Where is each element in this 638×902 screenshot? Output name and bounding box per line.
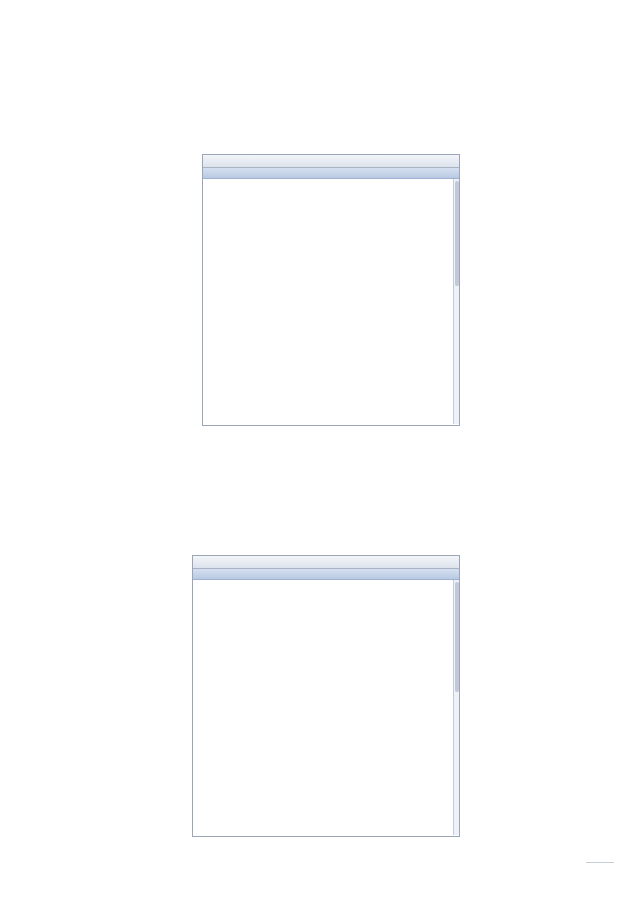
table2-scroll-thumb[interactable]	[455, 582, 459, 692]
table1-scroll-thumb[interactable]	[455, 181, 459, 286]
table1-eviews-window	[202, 154, 460, 426]
table2-window-title	[193, 569, 459, 580]
table1-toolbar	[203, 155, 459, 168]
table2-output	[193, 580, 459, 835]
section-heading	[79, 107, 99, 118]
table2-scrollbar[interactable]	[453, 580, 459, 835]
table1-scrollbar[interactable]	[453, 179, 459, 424]
table2-toolbar	[193, 556, 459, 569]
table1-window-title	[203, 168, 459, 179]
table2-eviews-window	[192, 555, 460, 837]
footer-divider	[586, 862, 614, 863]
table1-output	[203, 179, 459, 424]
